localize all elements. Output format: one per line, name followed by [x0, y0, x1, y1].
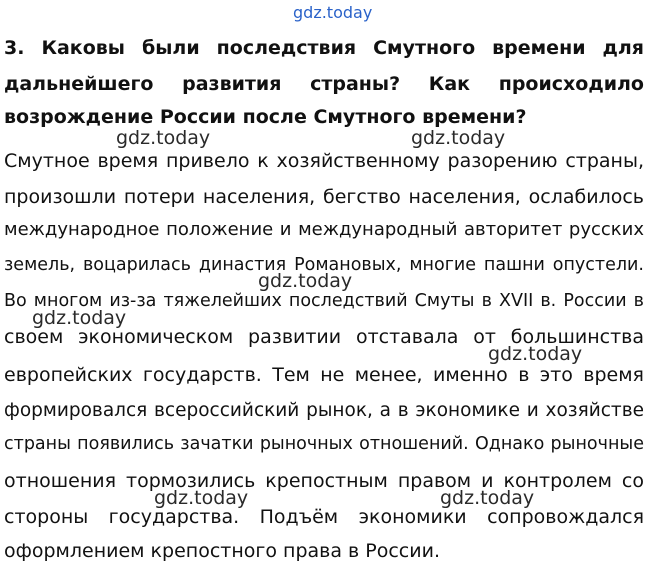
watermark: gdz.today	[32, 307, 127, 329]
answer-line-11: стороны государства. Подъём экономики сопровождался	[4, 506, 644, 528]
answer-line-9: страны появились зачатки рыночных отношений. Однако рыночные	[4, 434, 644, 454]
answer-line-12: оформлением крепостного права в России.	[4, 540, 440, 562]
watermark: gdz.today	[258, 270, 353, 292]
answer-line-1: Смутное время привело к хозяйственному разорению страны,	[4, 150, 644, 172]
answer-line-2: произошли потери населения, бегство населения, ослабилось	[4, 186, 644, 208]
question-line-1: 3. Каковы были последствия Смутного времени для	[4, 37, 644, 59]
watermark: gdz.today	[154, 487, 249, 509]
watermark: gdz.today	[440, 487, 535, 509]
answer-line-5: Во многом из-за тяжелейших последствий Смуты в XVII в. России в	[4, 291, 644, 311]
answer-line-7: европейских государств. Тем не менее, именно в это время	[4, 364, 644, 386]
answer-line-10: отношения тормозились крепостным правом и контролем со	[4, 470, 644, 492]
answer-line-4: земель, воцарилась династия Романовых, многие пашни опустели.	[4, 255, 644, 275]
watermark: gdz.today	[116, 127, 211, 149]
answer-line-8: формировался всероссийский рынок, а в экономике и хозяйстве	[4, 400, 644, 421]
watermark: gdz.today	[488, 343, 583, 365]
question-line-2: дальнейшего развития страны? Как происходило	[4, 73, 644, 95]
question-line-3: возрождение России после Смутного времени?	[4, 106, 527, 128]
answer-line-6: своем экономическом развитии отставала от большинства	[4, 326, 644, 348]
watermark: gdz.today	[411, 127, 506, 149]
answer-line-3: международное положение и международный авторитет русских	[4, 219, 644, 240]
watermark-top: gdz.today	[293, 3, 373, 22]
